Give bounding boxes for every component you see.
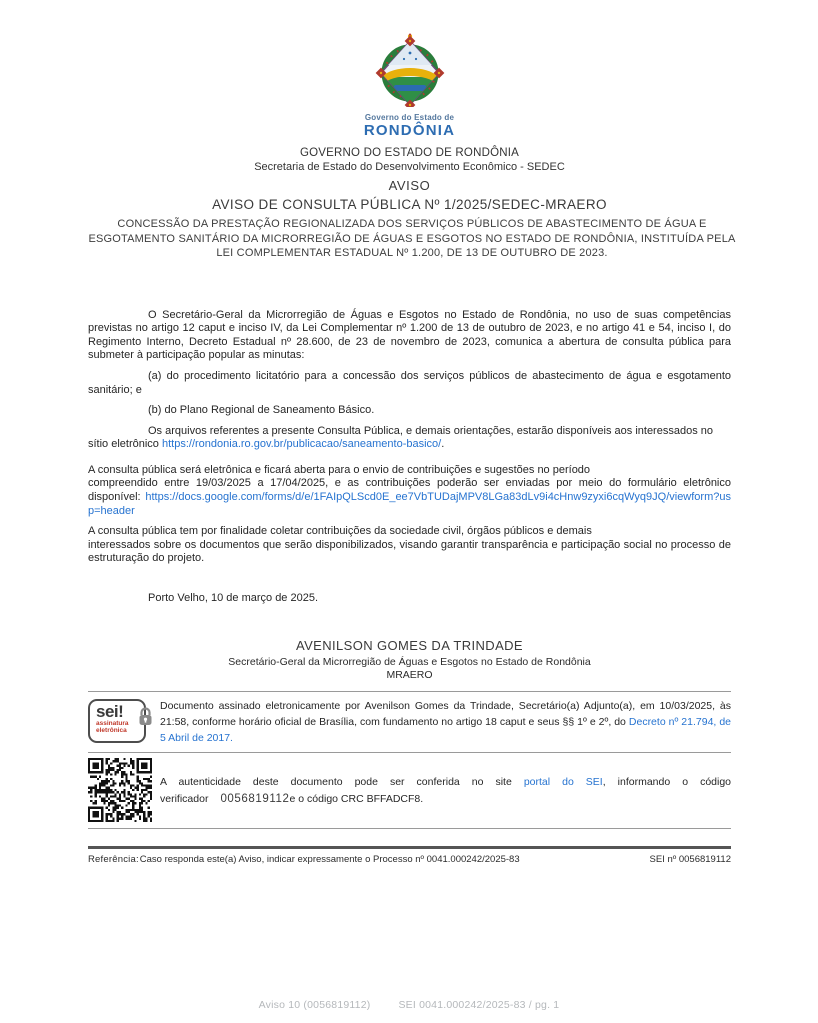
stamp-table [88, 691, 731, 830]
footer-doc-label: Aviso 10 (0056819112) [258, 999, 371, 1011]
logo-caption: Governo do Estado de [364, 113, 455, 122]
portal-sei-link[interactable]: portal do SEI [523, 776, 603, 789]
document-body [88, 309, 731, 606]
signature-block [88, 638, 731, 681]
paragraph-purpose: A consulta pública tem por finalidade coletar contribuições da sociedade civil, órgãos públicos e demais interessados sobre os documentos que serão disponibilizados, visando garantir transparência e participação social no processo de estruturação do projeto. [88, 525, 731, 565]
authenticity-text: A autenticidade deste documento pode ser conferida no site portal do SEI, informando o código verificador 0056819112e o código CRC BFFADCF8. [160, 776, 732, 805]
header-logo [88, 33, 731, 139]
reference-divider [88, 846, 731, 849]
sei-signature-badge: sei! assinatura eletrônica [88, 699, 154, 745]
electronic-signature-row [88, 692, 731, 754]
footer-page-label: SEI 0041.000242/2025-83 / pg. 1 [398, 999, 560, 1011]
document-subject: CONCESSÃO DA PRESTAÇÃO REGIONALIZADA DOS SERVIÇOS PÚBLICOS DE ABASTECIMENTO DE ÁGUA E ESGOTAMENTO SANITÁRIO DA MICRORREGIÃO DE ÁGUAS E ESGOTOS NO ESTADO DE RONDÔNIA, INSTITUÍDA PELA LEI COMPLEMENTAR ESTADUAL Nº 1.200, DE 13 DE OUTUBRO DE 2023. [88, 218, 736, 260]
signer-org: MRAERO [386, 668, 433, 681]
paragraph-item-b: (b) do Plano Regional de Saneamento Básico. [148, 404, 375, 417]
page-footer [0, 999, 818, 1011]
signer-name: AVENILSON GOMES DA TRINDADE [295, 637, 524, 653]
padlock-icon [137, 706, 154, 728]
dateline: Porto Velho, 10 de março de 2025. [148, 592, 319, 605]
government-name: GOVERNO DO ESTADO DE RONDÔNIA [300, 147, 519, 159]
reference-text: Caso responda este(a) Aviso, indicar expressamente o Processo nº 0041.000242/2025-83 [139, 854, 520, 866]
paragraph-item-a: (a) do procedimento licitatório para a concessão dos serviços públicos de abastecimento de água e esgotamento sanitário; e [88, 369, 731, 396]
reference-label: Referência: [88, 854, 139, 866]
logo-state-name: RONDÔNIA [363, 122, 456, 139]
document-type: AVISO [388, 178, 431, 193]
reference-row [88, 854, 731, 865]
paragraph-files: Os arquivos referentes a presente Consulta Pública, e demais orientações, estarão disponíveis aos interessados no sítio eletrônico https://rondonia.ro.gov.br/publicacao/saneamento-basico/. [88, 424, 713, 451]
paragraph-intro: O Secretário-Geral da Microrregião de Águas e Esgotos no Estado de Rondônia, no uso de suas competências previstas no artigo 12 caput e inciso IV, da Lei Complementar nº 1.200 de 13 de outubro de 2023, e no artigo 41 e 54, inciso I, do Regimento Interno, Decreto Estadual nº 28.600, de 23 de novembro de 2023, comunica a abertura de consulta pública para submeter à participação popular as minutas: [88, 308, 731, 362]
qr-code [88, 758, 152, 822]
authenticity-row [88, 753, 731, 829]
document-header [88, 147, 736, 261]
saneamento-basico-link[interactable]: https://rondonia.ro.gov.br/publicacao/saneamento-basico/ [161, 438, 442, 451]
rondonia-coat-of-arms-icon [374, 33, 446, 107]
document-title: AVISO DE CONSULTA PÚBLICA Nº 1/2025/SEDEC-MRAERO [212, 197, 607, 212]
paragraph-consultation-period: A consulta pública será eletrônica e ficará aberta para o envio de contribuições e sugestões no período compreendido entre 19/03/2025 a 17/04/2025, e as contribuições poderão ser enviadas por meio do formulário eletrônico disponível: https://docs.google.com/forms/d/e/1FAIpQLScd0E_ee7VbTUDajMPV8LGa83dLv9i4cHnw9zyxi6cqWyq9JQ/viewform?usp=header [88, 463, 731, 517]
signer-role: Secretário-Geral da Microrregião de Águas e Esgotos no Estado de Rondônia [228, 655, 591, 668]
secretariat-name: Secretaria de Estado do Desenvolvimento Econômico - SEDEC [254, 161, 565, 173]
electronic-signature-text: Documento assinado eletronicamente por Avenilson Gomes da Trindade, Secretário(a) Adjunto(a), em 10/03/2025, às 21:58, conforme horário oficial de Brasília, com fundamento no artigo 18 caput e seus §§ 1º e 2º, do Decreto nº 21.794, de 5 Abril de 2017. [160, 699, 731, 745]
sei-logo: sei! [96, 701, 124, 721]
decreto-link[interactable]: Decreto nº 21.794, de 5 Abril de 2017. [160, 715, 731, 745]
verifier-code: 0056819112 [220, 792, 290, 805]
reference-sei-number: SEI nº 0056819112 [649, 854, 731, 866]
google-forms-link[interactable]: https://docs.google.com/forms/d/e/1FAIpQLScd0E_ee7VbTUDajMPV8LGa83dLv9i4cHnw9zyxi6cqWyq9JQ/viewform?usp=header [88, 491, 731, 517]
